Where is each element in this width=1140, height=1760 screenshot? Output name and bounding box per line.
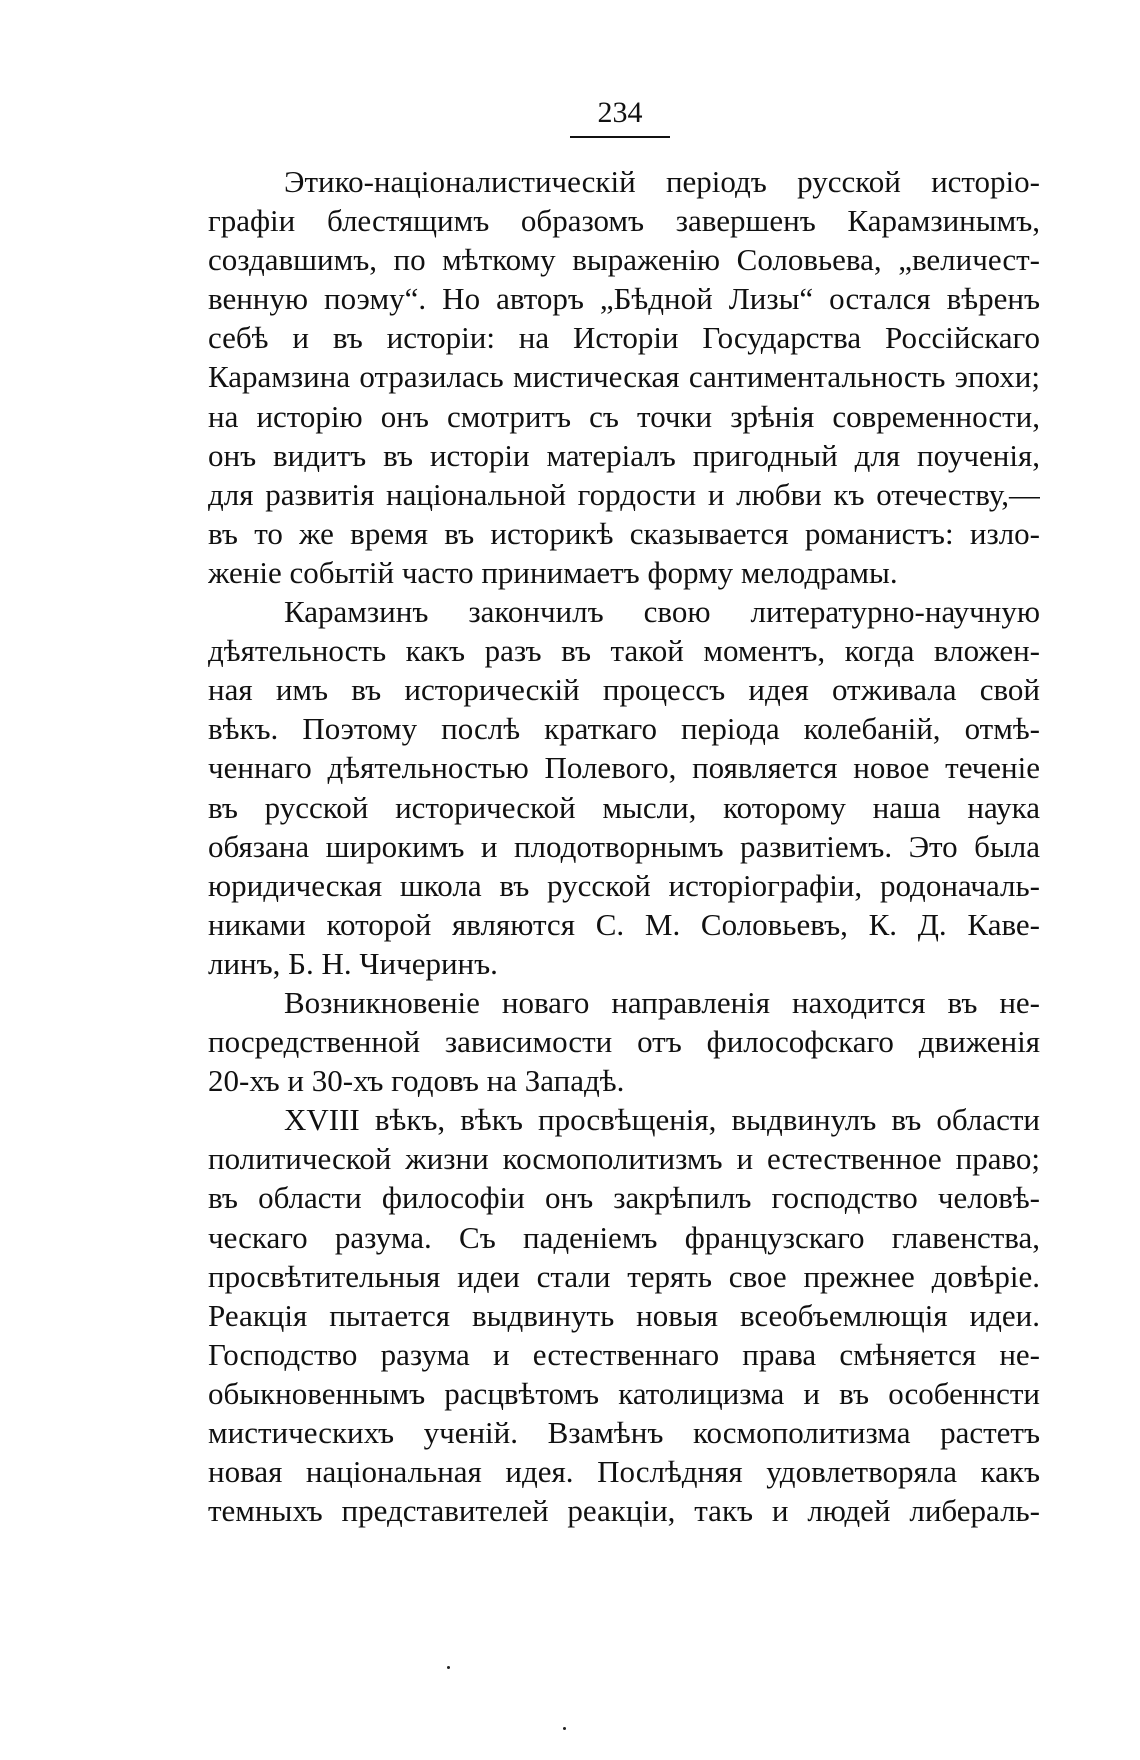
text-line: онъ видитъ въ исторіи матеріалъ пригодный для поученія, bbox=[208, 437, 1040, 473]
paragraph-3 bbox=[208, 983, 1040, 1100]
text-line: ченнаго дѣятельностью Полевого, появляется новое теченіе bbox=[208, 750, 1040, 786]
text-line: темныхъ представителей реакціи, такъ и людей либераль- bbox=[208, 1493, 1040, 1529]
text-line: обязана широкимъ и плодотворнымъ развитіемъ. Это была bbox=[208, 828, 1040, 864]
ink-speck bbox=[563, 1727, 566, 1730]
text-line: въ русской исторической мысли, которому наша наука bbox=[208, 789, 1040, 825]
ink-speck bbox=[447, 1666, 450, 1669]
text-line: женіе событій часто принимаетъ форму мелодрамы. bbox=[208, 554, 898, 590]
text-line: въ то же время въ историкѣ сказывается романистъ: изло- bbox=[208, 515, 1040, 551]
text-line: XVIII вѣкъ, вѣкъ просвѣщенія, выдвинулъ въ области bbox=[284, 1102, 1040, 1138]
text-line: въ области философіи онъ закрѣпилъ господство человѣ- bbox=[208, 1180, 1040, 1216]
text-line: мистическихъ ученій. Взамѣнъ космополитизма растетъ bbox=[208, 1415, 1040, 1450]
text-line: Карамзинъ закончилъ свою литературно-научную bbox=[284, 594, 1040, 630]
page-number-rule bbox=[570, 136, 670, 138]
text-line: Возникновеніе новаго направленія находится въ не- bbox=[284, 984, 1040, 1020]
paragraph-1 bbox=[208, 162, 1040, 592]
text-line: для развитія національной гордости и любви къ отечеству,— bbox=[208, 476, 1040, 512]
body-text bbox=[208, 162, 1040, 1530]
paragraph-4 bbox=[208, 1100, 1040, 1530]
text-line: новая національная идея. Послѣдняя удовлетворяла какъ bbox=[208, 1454, 1040, 1490]
text-line: обыкновеннымъ расцвѣтомъ католицизма и въ особеннсти bbox=[208, 1375, 1040, 1411]
text-line: юридическая школа въ русской исторіографіи, родоначаль- bbox=[208, 867, 1040, 903]
text-line: просвѣтительныя идеи стали терять свое прежнее довѣріе. bbox=[208, 1258, 1040, 1294]
page-number: 234 bbox=[597, 96, 643, 129]
text-line: венную поэму“. Но авторъ „Бѣдной Лизы“ остался вѣренъ bbox=[208, 281, 1040, 317]
text-line: Этико-націоналистическій періодъ русской исторіо- bbox=[284, 164, 1040, 199]
text-line: линъ, Б. Н. Чичеринъ. bbox=[208, 945, 498, 981]
text-line: на исторію онъ смотритъ съ точки зрѣнія современности, bbox=[208, 398, 1040, 434]
text-line: политической жизни космополитизмъ и естественное право; bbox=[208, 1141, 1040, 1177]
text-line: посредственной зависимости отъ философскаго движенія bbox=[208, 1024, 1040, 1060]
text-line: графіи блестящимъ образомъ завершенъ Карамзинымъ, bbox=[208, 203, 1040, 239]
text-line: себѣ и въ исторіи: на Исторіи Государства Россійскаго bbox=[208, 320, 1040, 356]
text-line: дѣятельность какъ разъ въ такой моментъ, когда вложен- bbox=[208, 633, 1040, 669]
text-line: 20-хъ и 30-хъ годовъ на Западѣ. bbox=[208, 1063, 625, 1099]
text-line: ная имъ въ историческій процессъ идея отживала свой bbox=[208, 672, 1040, 708]
text-line: ческаго разума. Съ паденіемъ французскаго главенства, bbox=[208, 1219, 1040, 1255]
text-line: создавшимъ, по мѣткому выраженію Соловьева, „величест- bbox=[208, 242, 1040, 278]
text-line: Реакція пытается выдвинуть новыя всеобъемлющія идеи. bbox=[208, 1297, 1040, 1333]
text-line: Карамзина отразилась мистическая сантиментальность эпохи; bbox=[208, 359, 1040, 395]
text-line: Господство разума и естественнаго права смѣняется не- bbox=[208, 1336, 1040, 1372]
paragraph-2 bbox=[208, 592, 1040, 983]
text-line: никами которой являются С. М. Соловьевъ, К. Д. Каве- bbox=[208, 906, 1040, 942]
text-line: вѣкъ. Поэтому послѣ краткаго періода колебаній, отмѣ- bbox=[208, 711, 1040, 747]
